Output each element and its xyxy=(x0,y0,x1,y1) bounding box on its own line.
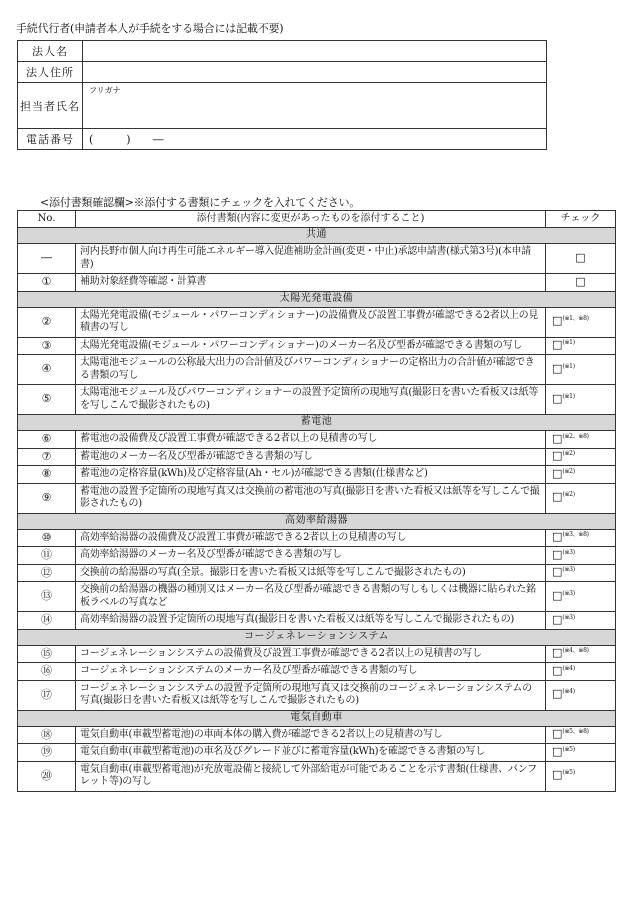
company-address-label: 法人住所 xyxy=(18,62,83,83)
note-reference: (※5) xyxy=(562,769,575,777)
note-reference: (※5) xyxy=(562,745,575,753)
section-title: コージェネレーションシステム xyxy=(18,629,616,645)
checkbox[interactable]: □ xyxy=(552,361,563,375)
check-cell[interactable] xyxy=(546,663,616,681)
item-number: ⑫ xyxy=(18,564,76,582)
check-cell[interactable] xyxy=(546,448,616,466)
note-reference: (※2) xyxy=(562,491,575,499)
note-reference: (※1、※8) xyxy=(562,315,589,323)
document-description: 蓄電池のメーカー名及び型番が確認できる書類の写し xyxy=(76,448,546,466)
note-reference: (※1) xyxy=(562,392,575,400)
table-row xyxy=(18,680,616,710)
furigana-label: フリガナ xyxy=(89,86,121,95)
document-description: 交換前の給湯器の写真(全景。撮影日を書いた看板又は紙等を写しこんで撮影されたもの) xyxy=(76,564,546,582)
document-description: 交換前の給湯器の機器の種別又はメーカー名及び型番が確認できる書類の写しもしくは機器に貼られた銘板ラベルの写真など xyxy=(76,582,546,612)
section-title: 高効率給湯器 xyxy=(18,513,616,529)
check-cell[interactable] xyxy=(546,612,616,630)
note-reference: (※5、※8) xyxy=(562,728,589,735)
document-description: 太陽電池モジュールの公称最大出力の合計値及びパワーコンディショナーの定格出力の合計値が確認できる書類の写し xyxy=(76,355,546,385)
check-cell[interactable] xyxy=(546,582,616,612)
checkbox[interactable]: □ xyxy=(552,466,563,480)
note-reference: (※2、※8) xyxy=(562,432,589,440)
table-row xyxy=(18,337,616,355)
section-header xyxy=(18,415,616,431)
note-reference: (※2) xyxy=(562,467,575,475)
company-address-field[interactable] xyxy=(83,62,547,83)
section-header xyxy=(18,710,616,726)
company-name-label: 法人名 xyxy=(18,41,83,62)
section-header xyxy=(18,513,616,529)
checkbox[interactable]: □ xyxy=(552,338,563,351)
checkbox[interactable]: □ xyxy=(552,768,563,782)
note-reference: (※3) xyxy=(562,566,575,573)
note-reference: (※3、※8) xyxy=(562,531,589,538)
table-row xyxy=(18,529,616,547)
checkbox[interactable]: □ xyxy=(552,449,563,462)
document-description: 電気自動車(車載型蓄電池)の車両本体の購入費が確認できる2者以上の見積書の写し xyxy=(76,726,546,744)
item-number: ⑤ xyxy=(18,385,76,415)
item-number: ⑧ xyxy=(18,466,76,484)
check-cell[interactable] xyxy=(546,337,616,355)
note-reference: (※4) xyxy=(562,688,575,696)
section-title: 電気自動車 xyxy=(18,710,616,726)
table-row xyxy=(18,564,616,582)
item-number: ⑬ xyxy=(18,582,76,612)
check-cell[interactable] xyxy=(546,645,616,663)
item-number: ⑮ xyxy=(18,645,76,663)
checkbox[interactable]: □ xyxy=(552,727,563,740)
contact-person-label: 担当者氏名 xyxy=(18,83,83,129)
table-row xyxy=(18,385,616,415)
note-reference: (※4、※8) xyxy=(562,647,589,654)
check-cell[interactable] xyxy=(546,483,616,513)
agent-section-title: 手続代行者(申請者本人が手続をする場合には記載不要) xyxy=(16,22,284,35)
table-row xyxy=(18,547,616,565)
item-number: ⑪ xyxy=(18,547,76,565)
document-description: 蓄電池の設備費及び設置工事費が確認できる2者以上の見積書の写し xyxy=(76,431,546,449)
check-cell[interactable] xyxy=(546,274,616,292)
document-description: コージェネレーションシステムの設備費及び設置工事費が確認できる2者以上の見積書の写し xyxy=(76,645,546,663)
check-cell[interactable] xyxy=(546,726,616,744)
table-row xyxy=(18,274,616,292)
document-description: 蓄電池の設置予定箇所の現地写真又は交換前の蓄電池の写真(撮影日を書いた看板又は紙等を写しこんで撮影されたもの) xyxy=(76,483,546,513)
table-row xyxy=(18,645,616,663)
document-description: 補助対象経費等確認・計算書 xyxy=(76,274,546,292)
checkbox[interactable]: □ xyxy=(552,588,563,602)
checkbox[interactable]: □ xyxy=(552,490,563,504)
table-row xyxy=(18,244,616,274)
item-number: ⑦ xyxy=(18,448,76,466)
checkbox[interactable]: □ xyxy=(552,314,563,328)
checkbox[interactable]: □ xyxy=(552,663,563,677)
agent-info-table xyxy=(17,40,547,150)
checkbox[interactable]: □ xyxy=(552,530,563,543)
note-reference: (※3) xyxy=(562,613,575,621)
document-description: 電気自動車(車載型蓄電池)の車名及びグレード並びに蓄電容量(kWh)を確認できる書類の写し xyxy=(76,744,546,762)
check-cell[interactable] xyxy=(546,385,616,415)
note-reference: (※3) xyxy=(562,548,575,556)
attachment-check-note: <添付書類確認欄>※添付する書類にチェックを入れてください。 xyxy=(40,196,361,209)
note-reference: (※1) xyxy=(562,362,575,370)
document-description: 太陽光発電設備(モジュール・パワーコンディショナー)の設備費及び設置工事費が確認できる2者以上の見積書の写し xyxy=(76,307,546,337)
document-description: 高効率給湯器の設備費及び設置工事費が確認できる2者以上の見積書の写し xyxy=(76,529,546,547)
document-description: 高効率給湯器のメーカー名及び型番が確認できる書類の写し xyxy=(76,547,546,565)
check-cell[interactable] xyxy=(546,431,616,449)
table-row xyxy=(18,761,616,791)
phone-label: 電話番号 xyxy=(18,129,83,150)
note-reference: (※1) xyxy=(562,339,575,346)
table-row xyxy=(18,612,616,630)
item-number: ⑨ xyxy=(18,483,76,513)
item-number: ⑭ xyxy=(18,612,76,630)
item-number: ⑩ xyxy=(18,529,76,547)
document-description: 太陽電池モジュール及びパワーコンディショナーの設置予定箇所の現地写真(撮影日を書いた看板又は紙等を写しこんで撮影されたもの) xyxy=(76,385,546,415)
check-cell[interactable] xyxy=(546,761,616,791)
document-description: 高効率給湯器の設置予定箇所の現地写真(撮影日を書いた看板又は紙等を写しこんで撮影されたもの) xyxy=(76,612,546,630)
header-check: チェック xyxy=(546,211,616,228)
section-header xyxy=(18,228,616,244)
check-cell[interactable] xyxy=(546,547,616,565)
table-row xyxy=(18,582,616,612)
checkbox[interactable]: □ xyxy=(552,744,563,758)
check-cell[interactable] xyxy=(546,529,616,547)
company-name-field[interactable] xyxy=(83,41,547,62)
item-number: ④ xyxy=(18,355,76,385)
checkbox[interactable]: □ xyxy=(552,646,563,659)
checkbox[interactable]: □ xyxy=(575,250,586,264)
document-description: 電気自動車(車載型蓄電池)が充放電設備と接続して外部給電が可能であることを示す書類(仕様書、パンフレット等)の写し xyxy=(76,761,546,791)
note-reference: (※4) xyxy=(562,664,575,672)
item-number: ③ xyxy=(18,337,76,355)
table-row xyxy=(18,466,616,484)
section-title: 蓄電池 xyxy=(18,415,616,431)
table-row xyxy=(18,744,616,762)
section-title: 共通 xyxy=(18,228,616,244)
item-number: ― xyxy=(18,244,76,274)
table-row xyxy=(18,307,616,337)
item-number: ⑱ xyxy=(18,726,76,744)
table-row xyxy=(18,355,616,385)
check-cell[interactable] xyxy=(546,466,616,484)
document-description: コージェネレーションシステムの設置予定箇所の現地写真又は交換前のコージェネレーションシステムの写真(撮影日を書いた看板又は紙等を写しこんで撮影されたもの) xyxy=(76,680,546,710)
section-header xyxy=(18,629,616,645)
checkbox[interactable]: □ xyxy=(552,547,563,561)
section-title: 太陽光発電設備 xyxy=(18,291,616,307)
check-cell[interactable] xyxy=(546,564,616,582)
checkbox[interactable]: □ xyxy=(552,391,563,405)
checkbox[interactable]: □ xyxy=(552,565,563,578)
checkbox[interactable]: □ xyxy=(552,612,563,626)
note-reference: (※3) xyxy=(562,589,575,597)
item-number: ⑲ xyxy=(18,744,76,762)
note-reference: (※2) xyxy=(562,450,575,457)
contact-person-field[interactable] xyxy=(83,83,547,129)
check-cell[interactable] xyxy=(546,355,616,385)
check-cell[interactable] xyxy=(546,307,616,337)
check-cell[interactable] xyxy=(546,244,616,274)
checkbox[interactable]: □ xyxy=(552,687,563,701)
header-documents: 添付書類(内容に変更があったものを添付すること) xyxy=(76,211,546,228)
item-number: ① xyxy=(18,274,76,292)
table-row xyxy=(18,483,616,513)
item-number: ⑳ xyxy=(18,761,76,791)
table-row xyxy=(18,431,616,449)
attachment-table xyxy=(17,210,616,792)
table-row xyxy=(18,726,616,744)
header-no: No. xyxy=(18,211,76,228)
table-row xyxy=(18,448,616,466)
check-cell[interactable] xyxy=(546,680,616,710)
item-number: ② xyxy=(18,307,76,337)
checkbox[interactable]: □ xyxy=(552,431,563,445)
item-number: ⑥ xyxy=(18,431,76,449)
checkbox[interactable]: □ xyxy=(575,274,586,288)
document-description: 河内長野市個人向け再生可能エネルギー導入促進補助金計画(変更・中止)承認申請書(様式第3号)(本申請書) xyxy=(76,244,546,274)
item-number: ⑰ xyxy=(18,680,76,710)
item-number: ⑯ xyxy=(18,663,76,681)
document-description: 太陽光発電設備(モジュール・パワーコンディショナー)のメーカー名及び型番が確認できる書類の写し xyxy=(76,337,546,355)
table-row xyxy=(18,663,616,681)
phone-field[interactable]: ( ) ― xyxy=(83,129,547,150)
check-cell[interactable] xyxy=(546,744,616,762)
document-description: コージェネレーションシステムのメーカー名及び型番が確認できる書類の写し xyxy=(76,663,546,681)
document-description: 蓄電池の定格容量(kWh)及び定格容量(Ah・セル)が確認できる書類(仕様書など) xyxy=(76,466,546,484)
section-header xyxy=(18,291,616,307)
